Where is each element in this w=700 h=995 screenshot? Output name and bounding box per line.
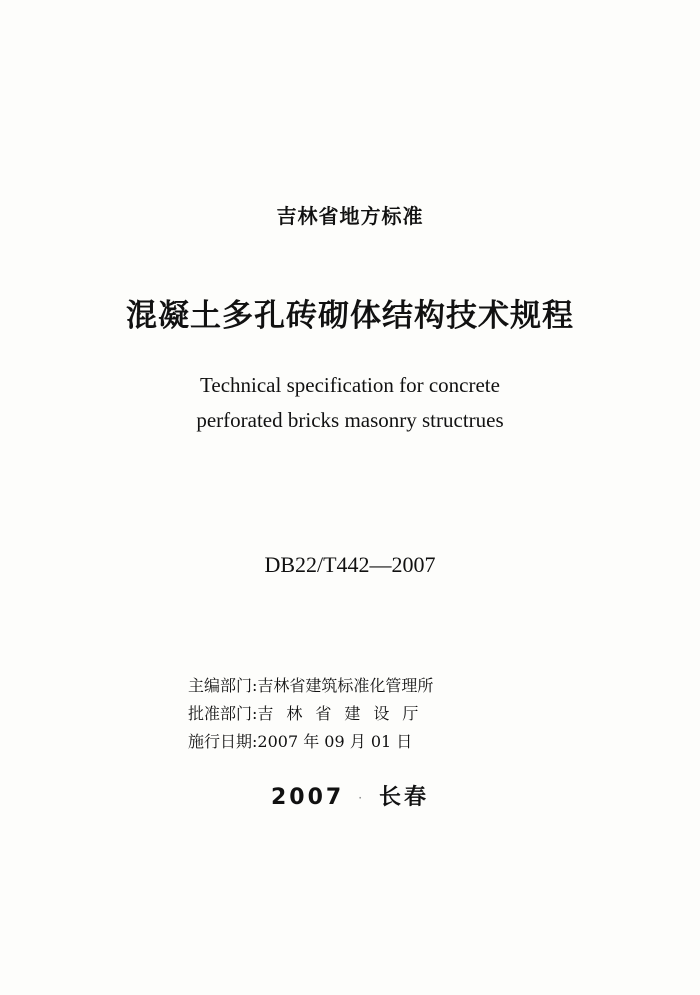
footer bbox=[0, 780, 700, 811]
editor-value: 吉林省建筑标准化管理所 bbox=[257, 676, 434, 695]
title-english-line-1: Technical specification for concrete bbox=[200, 373, 500, 397]
title-english bbox=[0, 368, 700, 438]
editor-label: 主编部门: bbox=[188, 676, 258, 695]
effective-date-row bbox=[188, 728, 508, 756]
effective-date-label: 施行日期: bbox=[188, 732, 258, 751]
title-chinese: 混凝土多孔砖砌体结构技术规程 bbox=[126, 298, 574, 334]
approver-label: 批准部门: bbox=[188, 704, 258, 723]
title-english-line-2: perforated bricks masonry structrues bbox=[196, 408, 504, 432]
standard-category: 吉林省地方标准 bbox=[276, 204, 424, 228]
footer-separator: · bbox=[358, 791, 366, 805]
footer-city: 长春 bbox=[379, 785, 430, 810]
editor-row bbox=[188, 672, 508, 700]
approver-value: 吉林省建设厅 bbox=[257, 704, 432, 723]
standard-number: DB22/T442—2007 bbox=[264, 552, 436, 577]
publication-info bbox=[188, 672, 508, 756]
footer-year: 2007 bbox=[270, 785, 345, 810]
effective-date-value: 2007 年 09 月 01 日 bbox=[257, 732, 413, 751]
approver-row bbox=[188, 700, 508, 728]
